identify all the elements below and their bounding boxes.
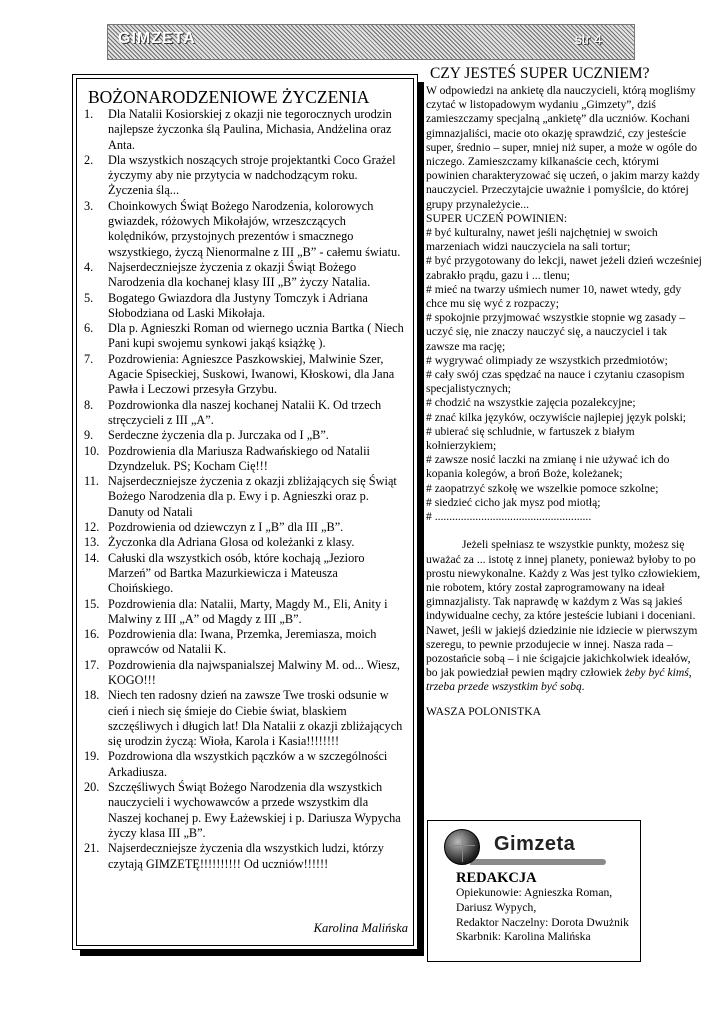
editorial-line: Skarbnik: Karolina Malińska [456,930,591,944]
wish-number: 14. [84,550,100,565]
wish-text: Najserdeczniejsze życzenia z okazji Świąt Bożego Narodzenia dla kochanej klasy III „B” życzy Natalia. [108,259,371,290]
wish-number: 4. [84,259,94,274]
logo-swoosh [470,859,606,865]
wish-item [84,199,404,260]
trait-item: # mieć na twarzy uśmiech numer 10, nawet wtedy, gdy chce mu się wyć z rozpaczy; [426,282,682,311]
wish-item [84,597,404,628]
wish-number: 6. [84,321,94,336]
wishes-signature: Karolina Malińska [313,921,408,935]
trait-item: # ubierać się schludnie, w fartuszek z białym kołnierzykiem; [426,424,635,453]
trait-item: # wygrywać olimpiady ze wszystkich przedmiotów; [426,353,668,367]
wish-text: Życzonka dla Adriana Glosa od koleżanki z klasy. [108,535,355,550]
gimzeta-logo [444,829,606,869]
wish-text: Dla p. Agnieszki Roman od wiernego ucznia Bartka ( Niech Pani kupi swojemu synkowi jakąś książkę ). [108,321,404,351]
wish-item [84,688,404,749]
wish-item [84,260,404,291]
wish-number: 9. [84,428,94,443]
wish-number: 3. [84,198,94,213]
wish-text: Serdeczne życzenia dla p. Jurczaka od I „B”. [108,428,329,443]
trait-item: # cały swój czas spędzać na nauce i czytaniu czasopism specjalistycznych; [426,368,685,396]
wish-item [84,428,404,443]
wish-item [84,444,404,475]
wish-item [84,627,404,658]
trait-item: # chodzić na wszystkie zajęcia pozalekcyjne; [426,396,636,410]
wish-item [84,474,404,520]
page-number: str 4 [574,31,602,47]
editorial-staff [456,886,640,945]
wish-text: Pozdrowiona dla wszystkich pączków a w szczególności Arkadiusza. [108,749,388,779]
wish-text: Pozdrowienia: Agnieszce Paszkowskiej, Malwinie Szer, Agacie Spiseckiej, Suskowi, Iwanowi, Kłoskowi, dla Jana Pawła i Leczowi przesyła Grzybu. [108,351,395,397]
wish-text: Dla Natalii Kosiorskiej z okazji nie tegorocznych urodzin najlepsze życzonka ślą Paulina, Michasia, Andżelina oraz Anta. [108,107,392,152]
wish-item [84,153,404,199]
wish-number: 2. [84,152,94,167]
wish-text: Pozdrowionka dla naszej kochanej Natalii K. Od trzech stręczycieli z III „A”. [108,397,382,427]
editorial-heading: REDAKCJA [456,870,537,886]
article-title: CZY JESTEŚ SUPER UCZNIEM? [430,65,650,82]
wish-number: 18. [84,688,100,703]
editorial-line: Opiekunowie: Agnieszka Roman, [456,886,613,899]
wish-text: Najserdeczniejsze życzenia dla wszystkich ludzi, którzy czytają GIMZETĘ!!!!!!!!!! Od uczniów!!!!!! [108,841,384,871]
box-shadow-bottom [80,950,424,956]
wish-number: 20. [84,780,100,795]
logo-text: Gimzeta [494,833,576,855]
wish-item [84,780,404,841]
wish-number: 1. [84,107,94,121]
wish-text: Pozdrowienia dla Mariusza Radwańskiego od Natalii Dzyndzeluk. PS; Kocham Cię!!! [108,443,370,473]
wish-number: 12. [84,520,100,535]
box-shadow-right [418,82,424,956]
trait-item: # być przygotowany do lekcji, nawet jeżeli dzień wcześniej zabrakło prądu, gazu i ... tlenu; [426,254,702,282]
wishes-title: BOŻONARODZENIOWE ŻYCZENIA [88,87,370,107]
wish-item [84,321,404,352]
wish-item [84,398,404,429]
article-list-heading: SUPER UCZEŃ POWINIEN: [426,211,568,225]
publication-name: GIMZETA [118,30,196,47]
editorial-line: Redaktor Naczelny: Dorota Dwużnik [456,915,629,929]
wish-item [84,352,404,398]
trait-item: # spokojnie przyjmować wszystkie stopnie wg zasady – uczyć się, nie znaczy nauczyć się, a nauczyciel i tak zawsze ma rację; [426,311,686,353]
wishes-list [84,107,404,872]
trait-item: # być kulturalny, nawet jeśli najchętniej w swoich marzeniach widzi nauczyciela na sali tortur; [426,226,658,254]
wish-number: 16. [84,627,100,642]
article-column [426,64,702,719]
wish-item [84,291,404,322]
trait-item: # ...................................................... [426,510,592,524]
wish-text: Niech ten radosny dzień na zawsze Twe troski odsunie w cień i niech się śmieje do Ciebie świat, blaskiem szczęśliwych i długich lat! Dla Natalii z okazji zbliżających się urodzin życzą: Wioła, Karola i Kasia!!!!!!!! [108,688,403,749]
article-intro: W odpowiedzi na ankietę dla nauczycieli, którą mogliśmy czytać w listopadowym wydaniu „Gimzety”, dziś zamieszczamy specjalną „ankietę” dla uczniów. Kochani gimnazjaliści, macie oto okazję sprawdzić, czy jesteście super, średnio – super, mniej niż super, a może w ogóle do niczego. Zamieszczamy kilkanaście cech, którymi powinien charakteryzować się uczeń, o jakim marzy każdy nauczyciel. Przeczytajcie uważnie i pomyślcie, do której grupy przynależycie... [426,84,700,211]
wish-number: 19. [84,749,100,764]
wish-number: 13. [84,535,100,550]
wish-number: 21. [84,841,100,856]
wish-number: 8. [84,397,94,412]
wish-text: Szczęśliwych Świąt Bożego Narodzenia dla wszystkich nauczycieli i wychowawców a przede wszystkim dla Naszej kochanej p. Ewy Łażewskiej i p. Dariusza Wypycha życzy klasa III „B”. [108,780,401,840]
page-header-bar [107,24,635,60]
wish-number: 5. [84,290,94,305]
editorial-line: Dariusz Wypych, [456,900,537,914]
wish-text: Dla wszystkich noszących stroje projektantki Coco Grażel życzymy aby nie przytycia w nadchodzącym roku. Życzenia ślą... [108,152,396,198]
article-closing-text: Jeżeli spełniasz te wszystkie punkty, możesz się uważać za ... istotę z innej planety, ponieważ byłoby to po prostu niewykonalne. Każdy z Was jest tylko człowiekiem, nie robotem, który został zaprogramowany na ideał gimnazjalisty. Tak naprawdę w każdym z Was są jakieś indywidualne cechy, za które jesteście lubiani i doceniani. Nawet, jeśli w jakiejś dziedzinie nie idziecie w pierwszym szeregu, to pewnie przodujecie w innej. Nasza rada – pozostańcie sobą – i nie ścigajcie jakichkolwiek ideałów, bo jak powiedział pewien mądry człowiek [426,538,701,680]
spacer [426,524,702,538]
wish-item [84,535,404,550]
wish-item [84,841,404,872]
wish-text: Najserdeczniejsze życzenia z okazji zbliżających się Świąt Bożego Narodzenia dla p. Ewy i p. Agnieszki oraz p. Danuty od Natali [108,474,397,519]
wish-text: Pozdrowienia dla najwspanialszej Malwiny M. od... Wiesz, KOGO!!! [108,657,400,687]
wish-text: Pozdrowienia od dziewczyn z I „B” dla III „B”. [108,520,344,535]
wish-text: Bogatego Gwiazdora dla Justyny Tomczyk i Adriana Słobodziana od Laski Mikołaja. [108,290,368,320]
trait-item: # znać kilka języków, oczywiście najlepiej język polski; [426,410,687,424]
wish-item [84,551,404,597]
globe-icon [444,829,480,865]
wish-number: 10. [84,443,100,458]
article-closing [426,538,702,694]
editorial-box [427,820,641,962]
wish-number: 17. [84,657,100,672]
wish-text: Pozdrowienia dla: Natalii, Marty, Magdy M., Eli, Anity i Malwiny z III „A” od Magdy z III „B”. [108,596,388,626]
wish-number: 7. [84,351,94,366]
trait-item: # zaopatrzyć szkołę we wszelkie pomoce szkolne; [426,481,659,495]
wish-text: Całuski dla wszystkich osób, które kochają „Jezioro Marzeń” od Bartka Mazurkiewicza i Mateusza Choińskiego. [108,550,365,596]
trait-item: # zawsze nosić laczki na zmianę i nie używać ich do kopania kolegów, a broń Boże, koleżanek; [426,453,670,481]
wish-item [84,658,404,689]
wish-number: 15. [84,596,100,611]
article-signoff: WASZA POLONISTKA [426,704,541,718]
trait-list [426,226,702,524]
trait-item: # siedzieć cicho jak mysz pod miotłą; [426,495,601,509]
wish-item [84,749,404,780]
wish-text: Choinkowych Świąt Bożego Narodzenia, kolorowych gwiazdek, różowych Mikołajów, wrzeszczących kolędników, przystojnych prezentów i smacznego wszystkiego, życzą Nienormalne z III „B” - całemu światu. [108,198,401,259]
article-closing-quote: żeby być kimś, trzeba przede wszystkim być sobą. [426,666,692,694]
wish-text: Pozdrowienia dla: Iwana, Przemka, Jeremiasza, moich oprawców od Natalii K. [108,627,377,657]
wish-item [84,107,404,153]
article-body [426,84,702,695]
wish-item [84,520,404,535]
wish-number: 11. [84,474,99,489]
